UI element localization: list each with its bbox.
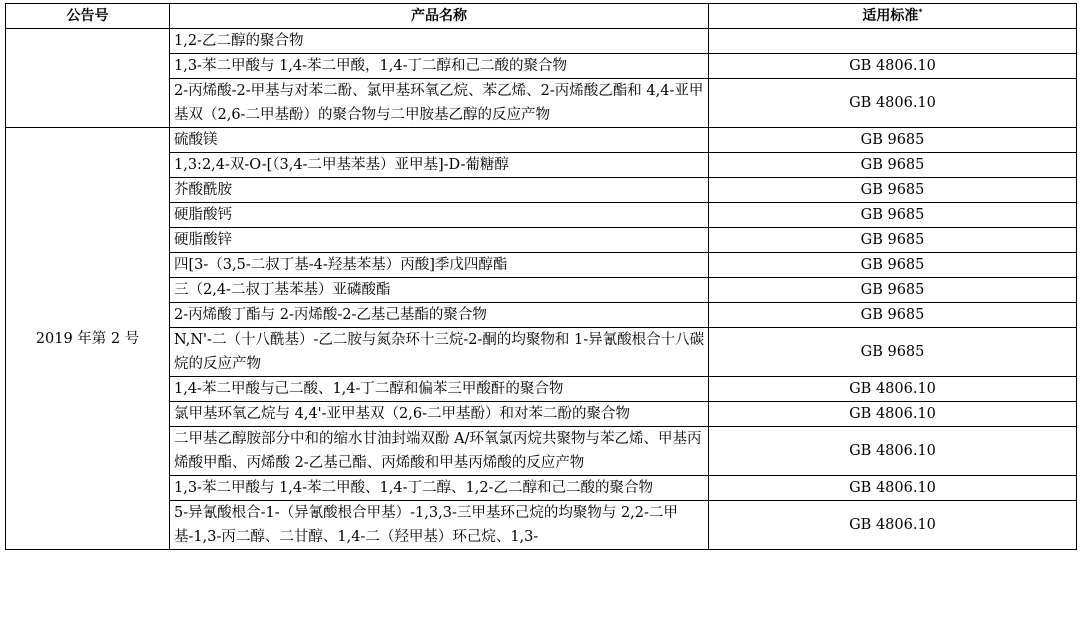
product-name-cell: 硫酸镁 [170,128,709,153]
announcement-cell: 2019 年第 2 号 [6,128,170,550]
product-name-cell: 芥酸酰胺 [170,178,709,203]
standard-cell [709,29,1077,54]
standard-cell: GB 4806.10 [709,476,1077,501]
standard-cell: GB 4806.10 [709,501,1077,550]
header-standard-label: 适用标准 [862,8,919,24]
product-name-cell: 1,4-苯二甲酸与己二酸、1,4-丁二醇和偏苯三甲酸酐的聚合物 [170,377,709,402]
standard-cell: GB 9685 [709,278,1077,303]
product-name-cell: 1,3-苯二甲酸与 1,4-苯二甲酸，1,4-丁二醇和己二酸的聚合物 [170,54,709,79]
standard-cell: GB 9685 [709,203,1077,228]
product-name-cell: N,N'-二（十八酰基）-乙二胺与氮杂环十三烷-2-酮的均聚物和 1-异氰酸根合十八碳烷的反应产物 [170,328,709,377]
standard-cell: GB 4806.10 [709,377,1077,402]
product-name-cell: 三（2,4-二叔丁基苯基）亚磷酸酯 [170,278,709,303]
table-row [6,128,1077,153]
regulation-table [5,3,1077,550]
announcement-cell [6,29,170,128]
standard-cell: GB 9685 [709,253,1077,278]
product-name-cell: 5-异氰酸根合-1-（异氰酸根合甲基）-1,3,3-三甲基环己烷的均聚物与 2,2-二甲基-1,3-丙二醇、二甘醇、1,4-二（羟甲基）环己烷、1,3- [170,501,709,550]
product-name-cell: 1,3:2,4-双-O-[（3,4-二甲基苯基）亚甲基]-D-葡糖醇 [170,153,709,178]
standard-cell: GB 9685 [709,328,1077,377]
standard-cell: GB 4806.10 [709,427,1077,476]
header-standard-footnote-mark: * [918,7,923,17]
standard-cell: GB 9685 [709,178,1077,203]
product-name-cell: 二甲基乙醇胺部分中和的缩水甘油封端双酚 A/环氧氯丙烷共聚物与苯乙烯、甲基丙烯酸甲酯、丙烯酸 2-乙基己酯、丙烯酸和甲基丙烯酸的反应产物 [170,427,709,476]
product-name-cell: 硬脂酸钙 [170,203,709,228]
standard-cell: GB 4806.10 [709,79,1077,128]
header-announcement: 公告号 [6,4,170,29]
header-product-name: 产品名称 [170,4,709,29]
standard-cell: GB 4806.10 [709,402,1077,427]
product-name-cell: 硬脂酸锌 [170,228,709,253]
product-name-cell: 四[3-（3,5-二叔丁基-4-羟基苯基）丙酸]季戊四醇酯 [170,253,709,278]
product-name-cell: 氯甲基环氧乙烷与 4,4'-亚甲基双（2,6-二甲基酚）和对苯二酚的聚合物 [170,402,709,427]
product-name-cell: 2-丙烯酸-2-甲基与对苯二酚、氯甲基环氧乙烷、苯乙烯、2-丙烯酸乙酯和 4,4-亚甲基双（2,6-二甲基酚）的聚合物与二甲胺基乙醇的反应产物 [170,79,709,128]
product-name-cell: 2-丙烯酸丁酯与 2-丙烯酸-2-乙基己基酯的聚合物 [170,303,709,328]
header-row [6,4,1077,29]
standard-cell: GB 9685 [709,153,1077,178]
standard-cell: GB 9685 [709,303,1077,328]
product-name-cell: 1,2-乙二醇的聚合物 [170,29,709,54]
standard-cell: GB 4806.10 [709,54,1077,79]
standard-cell: GB 9685 [709,228,1077,253]
product-name-cell: 1,3-苯二甲酸与 1,4-苯二甲酸、1,4-丁二醇、1,2-乙二醇和己二酸的聚合物 [170,476,709,501]
header-standard [709,4,1077,29]
standard-cell: GB 9685 [709,128,1077,153]
table-row [6,29,1077,54]
